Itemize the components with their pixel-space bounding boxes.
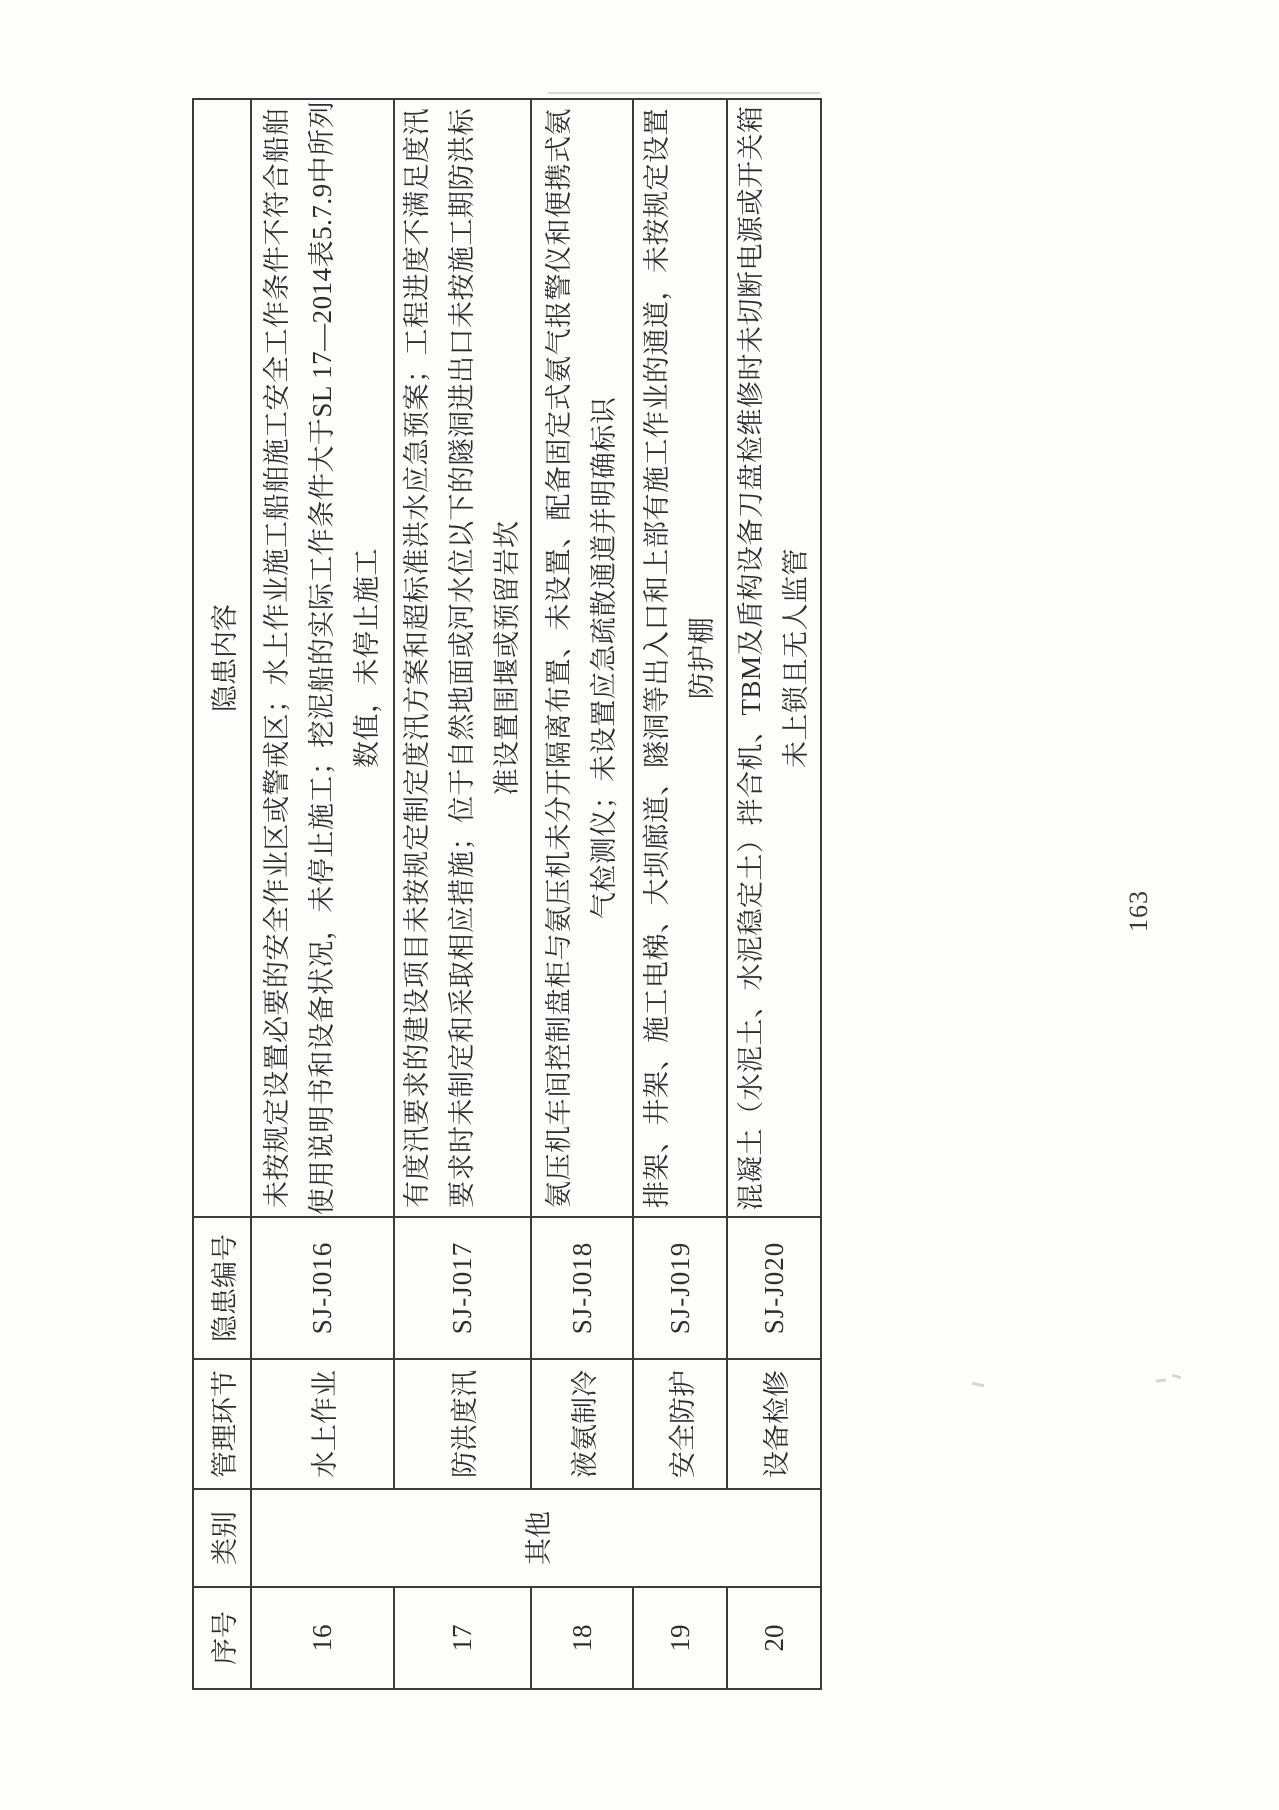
header-no: 序号 <box>193 1587 251 1689</box>
cell-stage: 防洪度汛 <box>394 1359 531 1489</box>
cell-no: 18 <box>531 1587 633 1689</box>
cell-stage: 液氨制冷 <box>531 1359 633 1489</box>
header-stage: 管理环节 <box>193 1359 251 1489</box>
cell-content: 排架、井架、施工电梯、大坝廊道、隧洞等出入口和上部有施工作业的通道，未按规定设置防护棚 <box>633 99 727 1217</box>
table-row <box>727 99 821 1689</box>
header-content: 隐患内容 <box>193 99 251 1217</box>
cell-code: SJ-J019 <box>633 1217 727 1359</box>
cell-category-merged: 其他 <box>251 1489 821 1587</box>
cell-stage: 安全防护 <box>633 1359 727 1489</box>
cell-code: SJ-J018 <box>531 1217 633 1359</box>
table-row <box>633 99 727 1689</box>
cell-code: SJ-J017 <box>394 1217 531 1359</box>
cell-no: 19 <box>633 1587 727 1689</box>
cell-no: 16 <box>251 1587 394 1689</box>
header-category: 类别 <box>193 1489 251 1587</box>
page-number: 163 <box>1124 890 1153 932</box>
cell-no: 17 <box>394 1587 531 1689</box>
scan-speck <box>1156 1378 1166 1382</box>
cell-no: 20 <box>727 1587 821 1689</box>
cell-content: 混凝土（水泥土、水泥稳定土）拌合机、TBM及盾构设备刀盘检维修时未切断电源或开关箱未上锁且无人监管 <box>727 99 821 1217</box>
cell-stage: 水上作业 <box>251 1359 394 1489</box>
table-row <box>531 99 633 1689</box>
scan-artifact-line <box>548 92 820 94</box>
hazard-table <box>192 98 822 1690</box>
cell-code: SJ-J020 <box>727 1217 821 1359</box>
cell-content: 未按规定设置必要的安全作业区或警戒区；水上作业施工船舶施工安全工作条件不符合船舶使用说明书和设备状况，未停止施工；挖泥船的实际工作条件大于SL 17—2014表5.7.9中所列数值，未停止施工 <box>251 99 394 1217</box>
header-row <box>193 99 251 1689</box>
cell-stage: 设备检修 <box>727 1359 821 1489</box>
table-row <box>394 99 531 1689</box>
scan-speck <box>1172 1374 1181 1379</box>
table-row <box>251 99 394 1689</box>
cell-code: SJ-J016 <box>251 1217 394 1359</box>
cell-content: 有度汛要求的建设项目未按规定制定度汛方案和超标准洪水应急预案；工程进度不满足度汛要求时未制定和采取相应措施；位于自然地面或河水位以下的隧洞进出口未按施工期防洪标准设置围堰或预留岩坎 <box>394 99 531 1217</box>
header-code: 隐患编号 <box>193 1217 251 1359</box>
cell-content: 氨压机车间控制盘柜与氨压机未分开隔离布置、未设置、配备固定式氨气报警仪和便携式氨气检测仪；未设置应急疏散通道并明确标识 <box>531 99 633 1217</box>
scan-speck <box>972 1382 984 1387</box>
